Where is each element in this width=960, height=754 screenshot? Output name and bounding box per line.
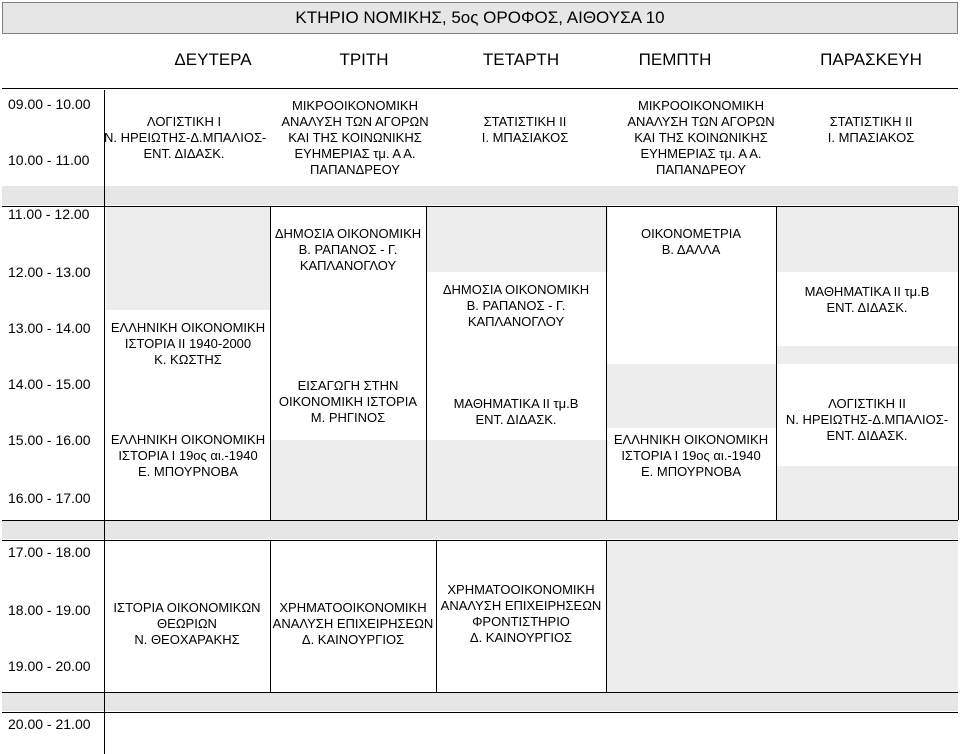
time-slot: 11.00 - 12.00 [8,206,90,222]
day-header-friday: ΠΑΡΑΣΚΕΥΗ [820,50,922,69]
grid-line [2,540,958,541]
class-cell-thu-hist1: ΕΛΛΗΝΙΚΗ ΟΙΚΟΝΟΜΙΚΗ ΙΣΤΟΡΙΑ Ι 19ος αι.-1940 Ε. ΜΠΟΥΡΝΟΒΑ [613,432,769,479]
class-cell-tue-public: ΔΗΜΟΣΙΑ ΟΙΚΟΝΟΜΙΚΗ Β. ΡΑΠΑΝΟΣ - Γ. ΚΑΠΛΑΝΟΓΛΟΥ [274,226,422,273]
time-slot: 16.00 - 17.00 [8,490,91,506]
time-slot: 09.00 - 10.00 [8,96,91,112]
time-slot: 12.00 - 13.00 [8,264,91,280]
page-title [2,2,958,34]
grid-line [2,206,958,207]
empty-cell [426,440,608,520]
day-header-tuesday: ΤΡΙΤΗ [339,50,389,69]
class-cell-mon-evening: ΙΣΤΟΡΙΑ ΟΙΚΟΝΟΜΙΚΩΝ ΘΕΩΡΙΩΝ Ν. ΘΕΟΧΑΡΑΚΗΣ [113,600,261,647]
time-slot: 19.00 - 20.00 [8,658,91,674]
grid-line [958,206,959,520]
class-cell-mon-hist2: ΕΛΛΗΝΙΚΗ ΟΙΚΟΝΟΜΙΚΗ ΙΣΤΟΡΙΑ ΙΙ 1940-2000 Κ. ΚΩΣΤΗΣ [110,320,266,367]
time-slot: 15.00 - 16.00 [8,432,91,448]
empty-cell [270,440,426,520]
empty-cell [776,346,958,364]
class-cell-wed-public: ΔΗΜΟΣΙΑ ΟΙΚΟΝΟΜΙΚΗ Β. ΡΑΠΑΝΟΣ - Γ. ΚΑΠΛΑΝΟΓΛΟΥ [442,282,590,329]
day-header-monday: ΔΕΥΤΕΡΑ [174,50,252,69]
grid-line [2,520,958,521]
day-header-wednesday: ΤΕΤΑΡΤΗ [482,50,560,69]
class-cell-tue-morning: ΜΙΚΡΟΟΙΚΟΝΟΜΙΚΗ ΑΝΑΛΥΣΗ ΤΩΝ ΑΓΟΡΩΝ ΚΑΙ ΤΗΣ ΚΟΙΝΩΝΙΚΗΣ ΕΥΗΜΕΡΙΑΣ τμ. Α Α. ΠΑΠΑΝΔΡΕΟΥ [281,98,429,177]
empty-cell [776,206,958,272]
class-cell-fri-accounting: ΛΟΓΙΣΤΙΚΗ ΙΙ Ν. ΗΡΕΙΩΤΗΣ-Δ.ΜΠΑΛΙΟΣ- ΕΝΤ. ΔΙΔΑΣΚ. [785,396,949,443]
separator-band [2,520,958,539]
class-cell-thu-econometrics: ΟΙΚΟΝΟΜΕΤΡΙΑ Β. ΔΑΛΛΑ [640,226,741,257]
time-slot: 18.00 - 19.00 [8,602,91,618]
empty-cell [606,540,958,692]
grid-line [776,206,777,520]
grid-line [426,206,427,520]
class-cell-thu-morning: ΜΙΚΡΟΟΙΚΟΝΟΜΙΚΗ ΑΝΑΛΥΣΗ ΤΩΝ ΑΓΟΡΩΝ ΚΑΙ ΤΗΣ ΚΟΙΝΩΝΙΚΗΣ ΕΥΗΜΕΡΙΑΣ τμ. Α Α. ΠΑΠΑΝΔΡΕΟΥ [627,98,775,177]
grid-line [104,90,105,754]
separator-band [2,186,958,205]
class-cell-mon-morning: ΛΟΓΙΣΤΙΚΗ Ι Ν. ΗΡΕΙΩΤΗΣ-Δ.ΜΠΑΛΙΟΣ- ΕΝΤ. ΔΙΔΑΣΚ. [104,114,267,161]
class-cell-fri-morning: ΣΤΑΤΙΣΤΙΚΗ ΙΙ Ι. ΜΠΑΣΙΑΚΟΣ [827,114,915,145]
grid-line [606,540,607,692]
grid-line [2,88,958,89]
time-slot: 17.00 - 18.00 [8,544,91,560]
class-cell-tue-evening: ΧΡΗΜΑΤΟΟΙΚΟΝΟΜΙΚΗ ΑΝΑΛΥΣΗ ΕΠΙΧΕΙΡΗΣΕΩΝ Δ. ΚΑΙΝΟΥΡΓΙΟΣ [272,600,434,647]
empty-cell [606,364,776,428]
class-cell-wed-morning: ΣΤΑΤΙΣΤΙΚΗ ΙΙ Ι. ΜΠΑΣΙΑΚΟΣ [481,114,569,145]
class-cell-tue-intro: ΕΙΣΑΓΩΓΗ ΣΤΗΝ ΟΙΚΟΝΟΜΙΚΗ ΙΣΤΟΡΙΑ Μ. ΡΗΓΙΝΟΣ [278,378,418,425]
time-slot: 10.00 - 11.00 [8,152,90,168]
class-cell-mon-hist1: ΕΛΛΗΝΙΚΗ ΟΙΚΟΝΟΜΙΚΗ ΙΣΤΟΡΙΑ Ι 19ος αι.-1940 Ε. ΜΠΟΥΡΝΟΒΑ [110,432,266,479]
grid-line [2,712,958,713]
class-cell-wed-math: ΜΑΘΗΜΑΤΙΚΑ ΙΙ τμ.Β ΕΝΤ. ΔΙΔΑΣΚ. [453,396,579,427]
separator-band [2,692,958,711]
page-title-text: ΚΤΗΡΙΟ ΝΟΜΙΚΗΣ, 5ος ΟΡΟΦΟΣ, ΑΙΘΟΥΣΑ 10 [295,8,665,27]
empty-cell [426,206,608,272]
class-cell-wed-evening: ΧΡΗΜΑΤΟΟΙΚΟΝΟΜΙΚΗ ΑΝΑΛΥΣΗ ΕΠΙΧΕΙΡΗΣΕΩΝ ΦΡΟΝΤΙΣΤΗΡΙΟ Δ. ΚΑΙΝΟΥΡΓΙΟΣ [440,582,602,645]
time-slot: 20.00 - 21.00 [8,716,91,732]
empty-cell [106,206,270,310]
time-slot: 13.00 - 14.00 [8,320,91,336]
class-cell-fri-math: ΜΑΘΗΜΑΤΙΚΑ ΙΙ τμ.Β ΕΝΤ. ΔΙΔΑΣΚ. [804,284,930,315]
empty-cell [776,466,958,520]
day-header-thursday: ΠΕΜΠΤΗ [638,50,712,69]
grid-line [2,692,958,693]
time-slot: 14.00 - 15.00 [8,376,91,392]
